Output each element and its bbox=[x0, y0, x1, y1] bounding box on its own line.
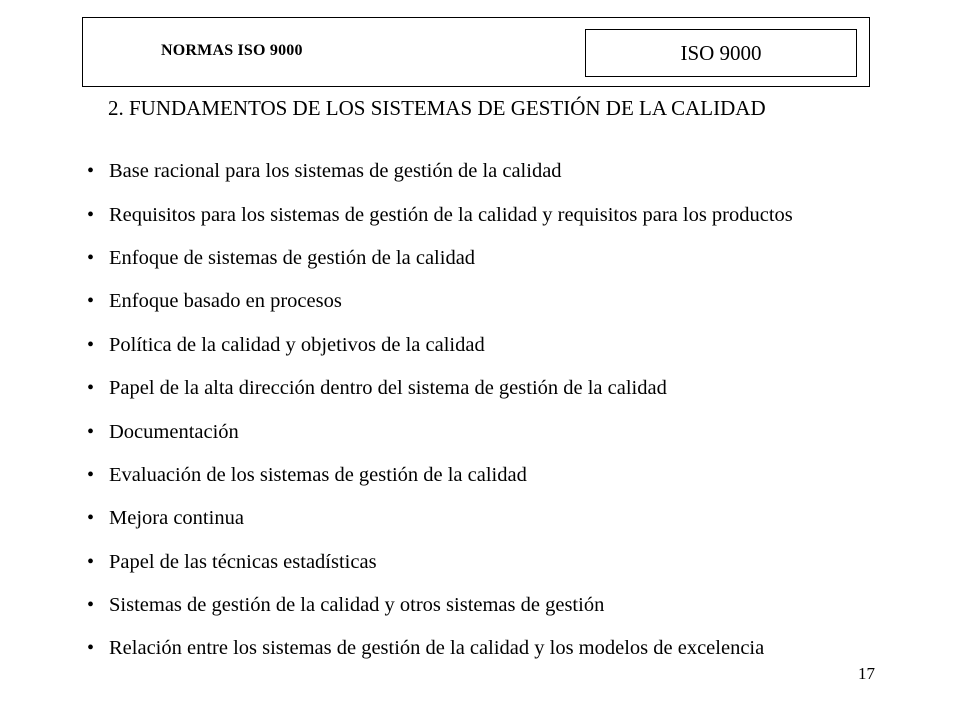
bullet-icon: • bbox=[87, 160, 95, 183]
bullet-icon: • bbox=[87, 550, 95, 573]
list-item bbox=[87, 193, 793, 236]
list-item bbox=[87, 497, 793, 540]
list-item bbox=[87, 410, 793, 453]
bullet-list bbox=[87, 150, 793, 671]
list-item-text: Documentación bbox=[109, 420, 239, 443]
list-item bbox=[87, 584, 793, 627]
list-item-text: Política de la calidad y objetivos de la calidad bbox=[109, 333, 485, 356]
header-tag: ISO 9000 bbox=[585, 29, 857, 77]
list-item bbox=[87, 454, 793, 497]
list-item-text: Papel de las técnicas estadísticas bbox=[109, 550, 377, 573]
bullet-icon: • bbox=[87, 203, 95, 226]
bullet-icon: • bbox=[87, 463, 95, 486]
header-box bbox=[82, 17, 870, 87]
list-item bbox=[87, 237, 793, 280]
bullet-icon: • bbox=[87, 333, 95, 356]
list-item-text: Papel de la alta dirección dentro del sistema de gestión de la calidad bbox=[109, 377, 667, 400]
bullet-icon: • bbox=[87, 377, 95, 400]
list-item-text: Relación entre los sistemas de gestión de la calidad y los modelos de excelencia bbox=[109, 637, 765, 660]
list-item bbox=[87, 324, 793, 367]
list-item-text: Enfoque de sistemas de gestión de la calidad bbox=[109, 246, 476, 269]
list-item-text: Enfoque basado en procesos bbox=[109, 290, 342, 313]
bullet-icon: • bbox=[87, 246, 95, 269]
page-number: 17 bbox=[858, 664, 875, 683]
header-label: NORMAS ISO 9000 bbox=[161, 42, 303, 59]
list-item-text: Mejora continua bbox=[109, 507, 244, 530]
bullet-icon: • bbox=[87, 637, 95, 660]
list-item-text: Requisitos para los sistemas de gestión de la calidad y requisitos para los productos bbox=[109, 203, 793, 226]
bullet-icon: • bbox=[87, 290, 95, 313]
list-item-text: Evaluación de los sistemas de gestión de la calidad bbox=[109, 463, 527, 486]
bullet-icon: • bbox=[87, 594, 95, 617]
list-item bbox=[87, 541, 793, 584]
bullet-icon: • bbox=[87, 420, 95, 443]
list-item bbox=[87, 627, 793, 670]
list-item bbox=[87, 280, 793, 323]
list-item bbox=[87, 150, 793, 193]
list-item bbox=[87, 367, 793, 410]
list-item-text: Base racional para los sistemas de gestión de la calidad bbox=[109, 160, 562, 183]
bullet-icon: • bbox=[87, 507, 95, 530]
section-title: 2. FUNDAMENTOS DE LOS SISTEMAS DE GESTIÓN DE LA CALIDAD bbox=[108, 96, 766, 120]
list-item-text: Sistemas de gestión de la calidad y otros sistemas de gestión bbox=[109, 594, 605, 617]
